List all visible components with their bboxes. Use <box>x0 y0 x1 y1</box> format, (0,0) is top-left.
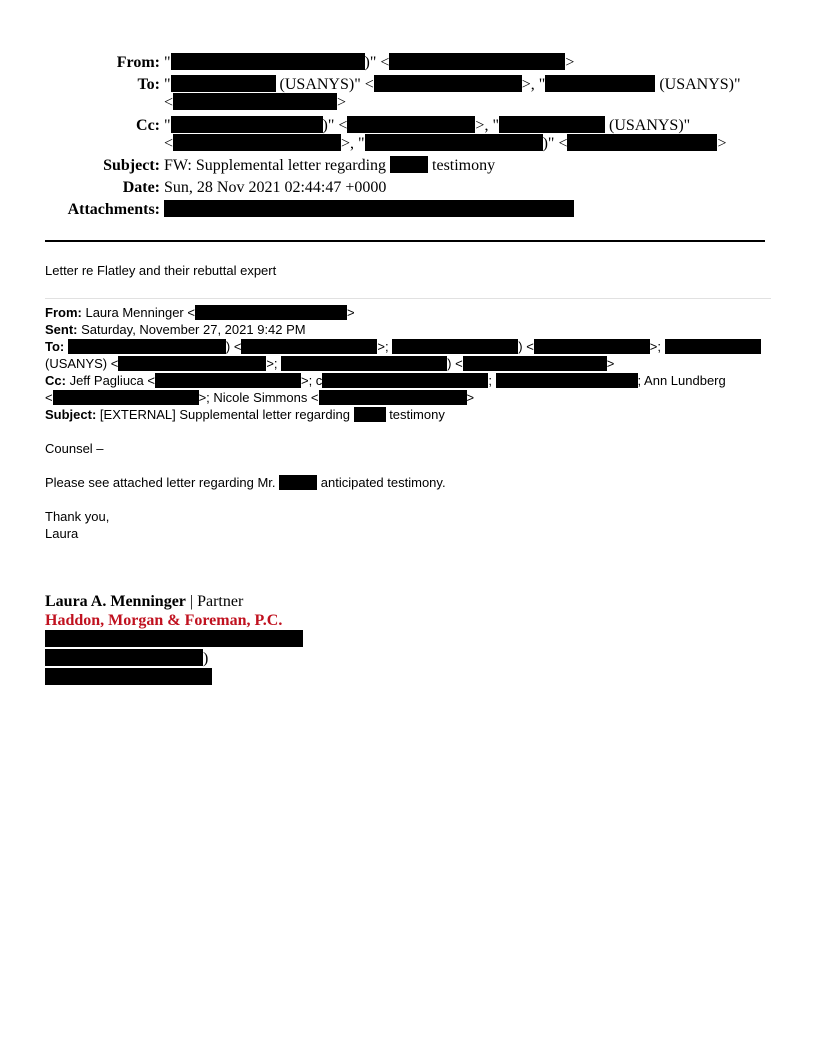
redaction <box>319 390 467 405</box>
cc-usanys: (USANYS)" <box>608 117 691 134</box>
redaction <box>195 305 347 320</box>
forwarded-message <box>45 304 775 542</box>
fw-to-line-cont: (USANYS) < >; ) < > <box>45 356 615 371</box>
redaction <box>164 200 574 217</box>
subject-value: FW: Supplemental letter regarding testimony <box>164 157 496 174</box>
redaction <box>354 407 386 422</box>
fw-signoff: Laura <box>45 526 79 541</box>
date-value: Sun, 28 Nov 2021 02:44:47 +0000 <box>164 179 387 196</box>
redaction <box>499 116 605 133</box>
redaction <box>347 116 475 133</box>
cc-label: Cc: <box>136 117 160 134</box>
fw-body-line: Please see attached letter regarding Mr. anticipated testimony. <box>45 475 446 490</box>
to-value: " (USANYS)" < >, " (USANYS)" <box>164 76 741 93</box>
signature-name: Laura A. Menninger <box>45 593 186 610</box>
redaction <box>665 339 761 354</box>
to-label: To: <box>137 76 160 93</box>
redaction <box>45 668 212 685</box>
attachments-label: Attachments: <box>67 201 160 218</box>
redaction <box>567 134 717 151</box>
redaction <box>171 116 323 133</box>
header-divider <box>45 240 765 242</box>
redaction <box>322 373 488 388</box>
fw-cc-line: Cc: Jeff Pagliuca < >; c ; ; Ann Lundberg <box>45 373 726 388</box>
signature-name-line: Laura A. Menninger | Partner <box>45 593 244 610</box>
redaction <box>545 75 655 92</box>
redaction <box>374 75 522 92</box>
attachments-value <box>164 200 574 219</box>
subject-label: Subject: <box>103 157 160 174</box>
redaction <box>118 356 266 371</box>
signature-block: Laura A. Menninger | Partner Haddon, Morgan & Foreman, P.C. ) <box>45 592 303 687</box>
to-usanys-2: (USANYS)" <box>659 76 741 93</box>
redaction <box>171 53 365 70</box>
fw-from-line: From: Laura Menninger < > <box>45 305 355 320</box>
date-label: Date: <box>122 179 160 196</box>
redaction <box>53 390 199 405</box>
redaction <box>171 75 276 92</box>
redaction <box>45 630 303 647</box>
to-usanys-1: (USANYS)" <box>279 76 361 93</box>
signature-firm: Haddon, Morgan & Foreman, P.C. <box>45 612 283 629</box>
fw-cc-line-cont: < >; Nicole Simmons < > <box>45 390 475 405</box>
redaction <box>279 475 317 490</box>
redaction <box>68 339 226 354</box>
signature-title: Partner <box>197 593 244 610</box>
redaction <box>389 53 565 70</box>
redaction <box>392 339 518 354</box>
fw-thanks: Thank you, <box>45 509 110 524</box>
redaction <box>390 156 428 173</box>
redaction <box>365 134 543 151</box>
redaction <box>241 339 377 354</box>
redaction <box>463 356 607 371</box>
redaction <box>45 649 203 666</box>
from-value: " )" < > <box>164 54 575 71</box>
fw-greeting: Counsel – <box>45 441 104 456</box>
fw-to-line: To: ) < >; ) < >; <box>45 338 775 355</box>
from-label: From: <box>116 54 160 71</box>
redaction <box>173 134 341 151</box>
intro-text: Letter re Flatley and their rebuttal expert <box>45 263 277 278</box>
redaction <box>496 373 638 388</box>
forward-divider <box>45 298 771 299</box>
redaction <box>173 93 337 110</box>
cc-value: " )" < >, " (USANYS)" <box>164 117 691 134</box>
fw-subject-line: Subject: [EXTERNAL] Supplemental letter regarding testimony <box>45 407 445 422</box>
redaction <box>281 356 447 371</box>
fw-sent-line: Sent: Saturday, November 27, 2021 9:42 PM <box>45 322 306 337</box>
redaction <box>155 373 301 388</box>
redaction <box>534 339 650 354</box>
